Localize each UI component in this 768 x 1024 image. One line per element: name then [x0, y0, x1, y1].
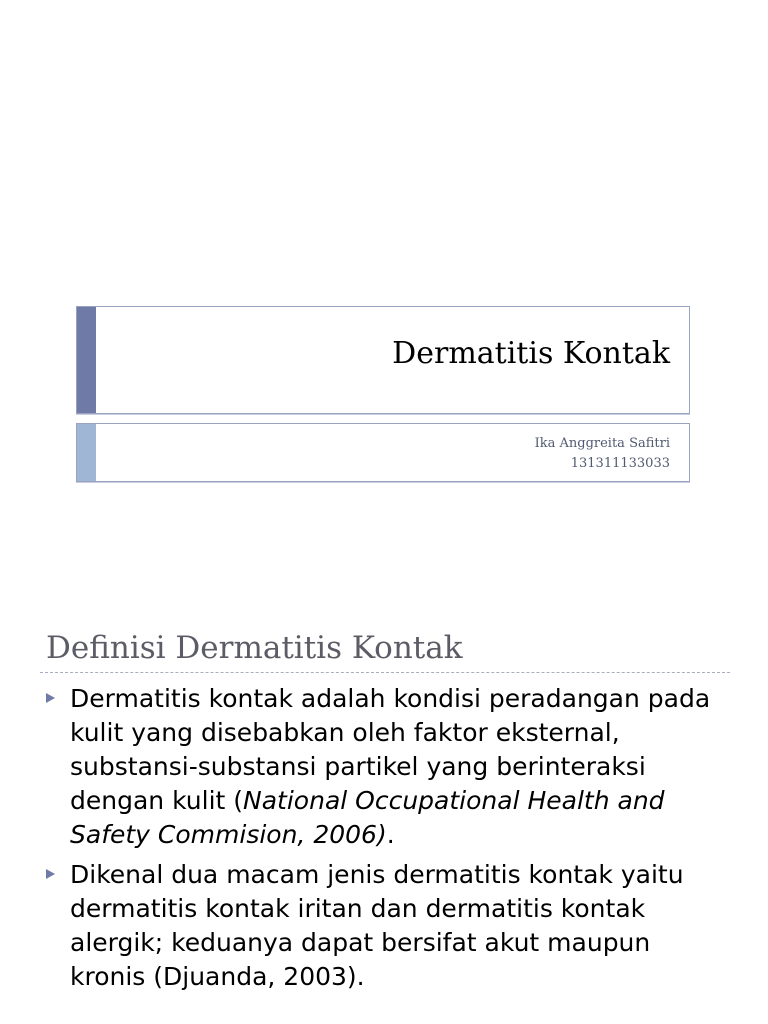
subtitle-box [76, 423, 690, 482]
bullet-item [46, 858, 726, 994]
bullet-triangle-icon [46, 869, 55, 879]
subtitle-accent-bar [77, 424, 96, 481]
bullet-citation: National Occupational Health and Safety Commision, 2006) [70, 786, 665, 849]
heading-divider [40, 672, 730, 673]
bullet-item [46, 682, 726, 852]
bullet-list [46, 682, 726, 1000]
bullet-text: Dermatitis kontak adalah kondisi peradangan pada kulit yang disebabkan oleh faktor eksternal, substansi-substansi partikel yang berinteraksi dengan kulit ( [70, 684, 711, 815]
title-box [76, 306, 690, 414]
slide-title: Dermatitis Kontak [392, 336, 670, 371]
definition-slide [0, 604, 768, 1024]
author-name: Ika Anggreita Safitri [534, 436, 670, 451]
title-accent-bar [77, 307, 96, 413]
section-heading: Definisi Dermatitis Kontak [46, 630, 463, 666]
student-id: 131311133033 [570, 456, 670, 471]
bullet-end: . [386, 820, 395, 849]
bullet-text: Dikenal dua macam jenis dermatitis kontak yaitu dermatitis kontak iritan dan dermatitis kontak alergik; keduanya dapat bersifat akut maupun kronis (Djuanda, 2003). [70, 860, 684, 991]
subtitle [535, 434, 670, 474]
bullet-triangle-icon [46, 693, 55, 703]
